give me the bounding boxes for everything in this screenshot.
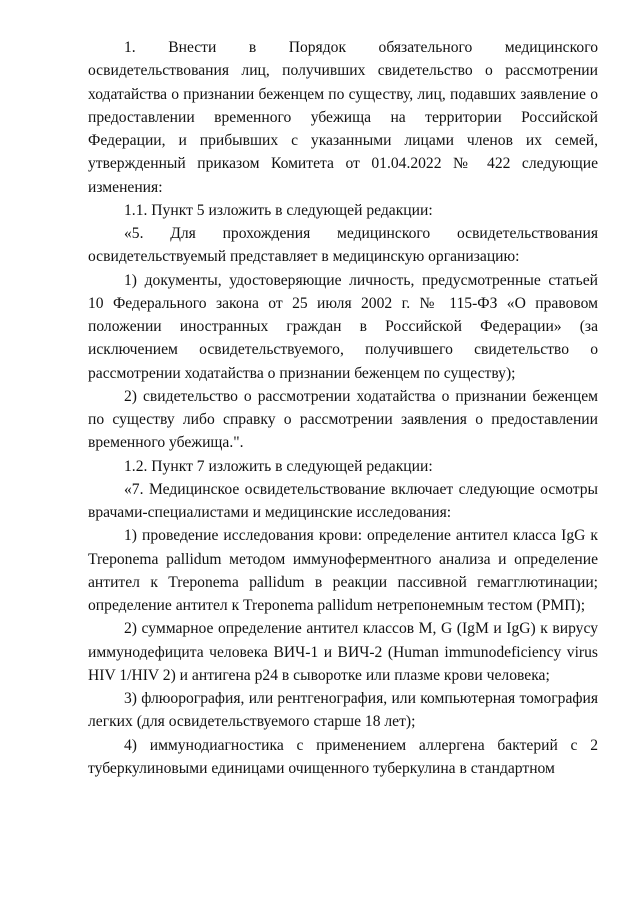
paragraph-point-7: «7. Медицинское освидетельствование включает следующие осмотры врачами-специалистами и медицинские исследования: (88, 480, 598, 521)
paragraph-point-7-sub-1: 1) проведение исследования крови: определение антител класса IgG к Treponema pallidum методом иммуноферментного анализа и определение антител к Treponema pallidum в реакции пассивной гемагглютинации; определение антител к Treponema pallidum нетрепонемным тестом (РМП); (88, 527, 598, 614)
paragraph-subitem-1-2: 1.2. Пункт 7 изложить в следующей редакции: (124, 457, 433, 475)
paragraph-point-7-sub-2: 2) суммарное определение антител классов M, G (IgM и IgG) к вирусу иммунодефицита человека ВИЧ-1 и ВИЧ-2 (Human immunodeficiency virus HIV 1/HIV 2) и антигена p24 в сыворотке или плазме крови человека; (88, 620, 598, 684)
paragraph-point-5: «5. Для прохождения медицинского освидетельствования освидетельствуемый представляет в медицинскую организацию: (88, 225, 598, 266)
paragraph-point-5-sub-1: 1) документы, удостоверяющие личность, предусмотренные статьей 10 Федерального закона от 25 июля 2002 г. № 115-ФЗ «О правовом положении иностранных граждан в Российской Федерации» (за исключением освидетельствуемого, получившего свидетельство о рассмотрении ходатайства о признании беженцем по существу); (88, 271, 598, 382)
paragraph-point-7-sub-4: 4) иммунодиагностика с применением аллергена бактерий с 2 туберкулиновыми единицами очищенного туберкулина в стандартном (88, 736, 598, 777)
paragraph-point-7-sub-3: 3) флюорография, или рентгенография, или компьютерная томография легких (для освидетельствуемого старше 18 лет); (88, 690, 598, 731)
paragraph-point-5-sub-2: 2) свидетельство о рассмотрении ходатайства о признании беженцем по существу либо справку о рассмотрении заявления о предоставлении временного убежища.". (88, 387, 598, 452)
document-body (88, 36, 598, 780)
paragraph-item-1-intro: 1. Внести в Порядок обязательного медицинского освидетельствования лиц, получивших свидетельство о рассмотрении ходатайства о признании беженцем по существу, лиц, подавших заявление о предоставлении временного убежища на территории Российской Федерации, и прибывших с указанными лицами членов их семей, утвержденный приказом Комитета от 01.04.2022 № 422 следующие изменения: (88, 39, 598, 196)
paragraph-subitem-1-1: 1.1. Пункт 5 изложить в следующей редакции: (124, 201, 433, 219)
